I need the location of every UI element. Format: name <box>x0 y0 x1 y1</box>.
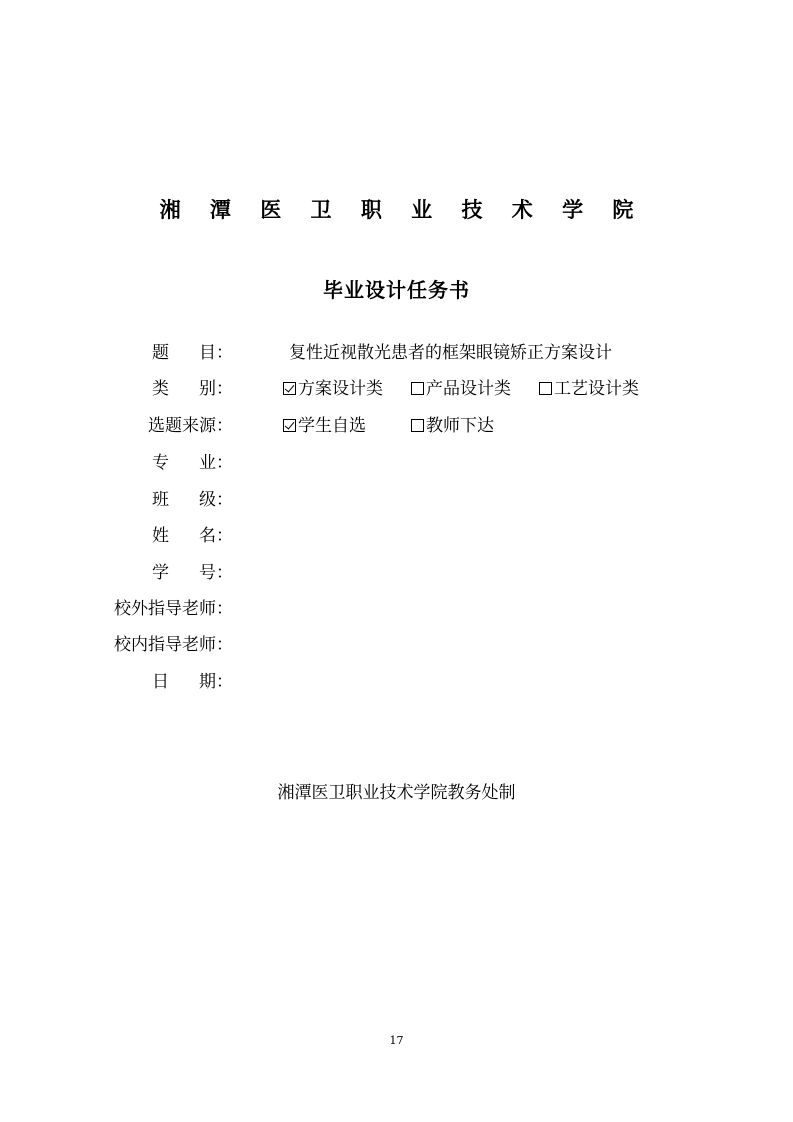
checked-checkbox-icon[interactable] <box>283 382 296 395</box>
field-external-advisor-label: 校外指导老师： <box>114 599 233 619</box>
field-name-label: 姓 名： <box>152 526 233 546</box>
field-date <box>0 669 793 695</box>
field-topic-value[interactable]: 复性近视散光患者的框架眼镜矫正方案设计 <box>289 343 612 363</box>
field-major <box>0 450 793 476</box>
empty-checkbox-icon[interactable] <box>411 419 424 432</box>
institution-title: 湘 潭 医 卫 职 业 技 术 学 院 <box>159 198 645 222</box>
field-date-label: 日 期： <box>152 672 233 692</box>
field-category <box>0 376 793 402</box>
field-internal-advisor <box>0 632 793 658</box>
category-option-scheme[interactable]: 方案设计类 <box>283 376 383 402</box>
field-class-label: 班 级： <box>152 490 233 510</box>
field-major-label: 专 业： <box>152 453 233 473</box>
field-student-id <box>0 560 793 586</box>
field-category-label: 类 别： <box>152 379 233 399</box>
field-topic <box>0 340 793 366</box>
field-external-advisor <box>0 596 793 622</box>
checked-checkbox-icon[interactable] <box>283 419 296 432</box>
source-option-teacher[interactable]: 教师下达 <box>411 413 494 439</box>
category-option-process[interactable]: 工艺设计类 <box>539 376 639 402</box>
empty-checkbox-icon[interactable] <box>411 382 424 395</box>
source-option-student[interactable]: 学生自选 <box>283 413 366 439</box>
field-source-label: 选题来源： <box>148 416 233 436</box>
field-name <box>0 523 793 549</box>
field-class <box>0 487 793 513</box>
field-source <box>0 413 793 439</box>
page-number: 17 <box>389 1034 404 1047</box>
field-student-id-label: 学 号： <box>152 563 233 583</box>
empty-checkbox-icon[interactable] <box>539 382 552 395</box>
document-title: 毕业设计任务书 <box>323 278 470 302</box>
field-topic-label: 题 目： <box>152 343 233 363</box>
category-option-product[interactable]: 产品设计类 <box>411 376 511 402</box>
field-internal-advisor-label: 校内指导老师： <box>114 635 233 655</box>
footer-issuer: 湘潭医卫职业技术学院教务处制 <box>277 783 516 803</box>
